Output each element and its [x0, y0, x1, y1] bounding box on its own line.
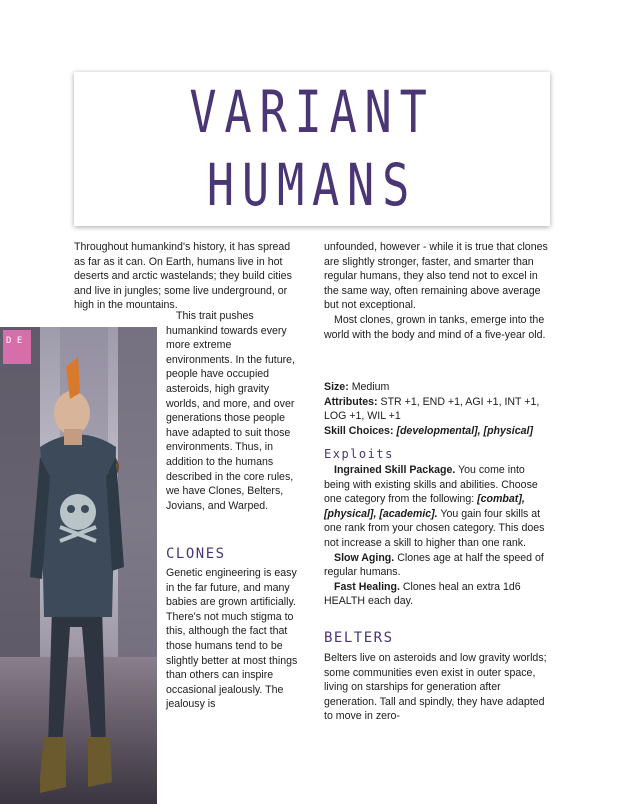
clones-tanks-text: Most clones, grown in tanks, emerge into the world with the body and mind of a five-year old. [324, 313, 546, 341]
exploit-name: Fast Healing. [334, 580, 400, 593]
title-line-2: HUMANS [206, 151, 418, 219]
belters-text: Belters live on asteroids and low gravity worlds; some communities even exist in outer space, living on starships for generation after generation. Tall and spindly, they have adapted to move in zero- [324, 652, 547, 723]
exploit-name: Slow Aging. [334, 551, 395, 564]
skill-choices-label: Skill Choices: [324, 424, 394, 437]
neon-sign-text: D E [6, 336, 23, 346]
exploit-text: Clones age at half the speed of regular humans. [324, 551, 544, 579]
size-value: Medium [351, 381, 390, 393]
clones-heading: CLONES [166, 546, 226, 562]
exploit-categories: [combat], [physical], [academic]. [324, 493, 525, 520]
skill-choices-line [324, 424, 550, 439]
size-label: Size: [324, 381, 349, 393]
cyberpunk-illustration [0, 327, 157, 804]
exploit-text: Clones heal an extra 1d6 HEALTH each day. [324, 580, 521, 608]
attributes-line [324, 395, 550, 424]
attributes-label: Attributes: [324, 395, 378, 408]
exploit-ingrained-skill [324, 463, 550, 551]
belters-paragraph [324, 651, 550, 724]
illustration-art [0, 327, 157, 804]
intro-side-text: This trait pushes humankind towards every more extreme environments. In the future, people have occupied asteroids, high gravity worlds, and more, and over generations those people have adapted to suit those environments. Thus, in addition to the humans described in the core rules, we have Clones, Belters, Jovians, and Warped. [166, 310, 295, 512]
exploit-text: You come into being with existing skills and abilities. Choose one category from the following: [324, 464, 538, 506]
intro-paragraph [74, 240, 296, 313]
intro-text: Throughout humankind's history, it has spread as far as it can. On Earth, humans live in hot deserts and arctic wastelands; they build cities and live in jungles; some live underground, or high in the mountains. [74, 241, 292, 312]
clones-paragraph [166, 566, 300, 712]
title-box [74, 72, 550, 226]
belters-heading: BELTERS [324, 630, 394, 646]
clones-text: Genetic engineering is easy in the far future, and many babies are grown artificially. There's not much stigma to this, although the fact that those humans tend to be slightly better at most things than others can inspire occasional jealously. The jealousy is [166, 567, 298, 711]
skill-choices-value: [developmental], [physical] [396, 424, 534, 437]
intro-continued [166, 309, 300, 513]
exploits-list [324, 463, 550, 609]
exploits-heading: Exploits [324, 447, 394, 461]
title-line-1: VARIANT [189, 78, 435, 146]
exploit-text-2: You gain four skills at one rank from your chosen category. This does not increase a skill to higher than one rank. [324, 507, 545, 549]
clones-stats [324, 380, 550, 438]
size-line [324, 380, 550, 395]
clones-continued [324, 240, 550, 342]
exploit-name: Ingrained Skill Package. [334, 464, 456, 476]
exploit-slow-aging [324, 551, 550, 580]
exploit-fast-healing [324, 580, 550, 609]
clones-continued-text: unfounded, however - while it is true that clones are slightly stronger, faster, and smarter than regular humans, they also tend not to excel in the same way, often remaining above average but not exceptional. [324, 241, 548, 312]
attributes-value: STR +1, END +1, AGI +1, INT +1, LOG +1, WIL +1 [324, 395, 540, 423]
